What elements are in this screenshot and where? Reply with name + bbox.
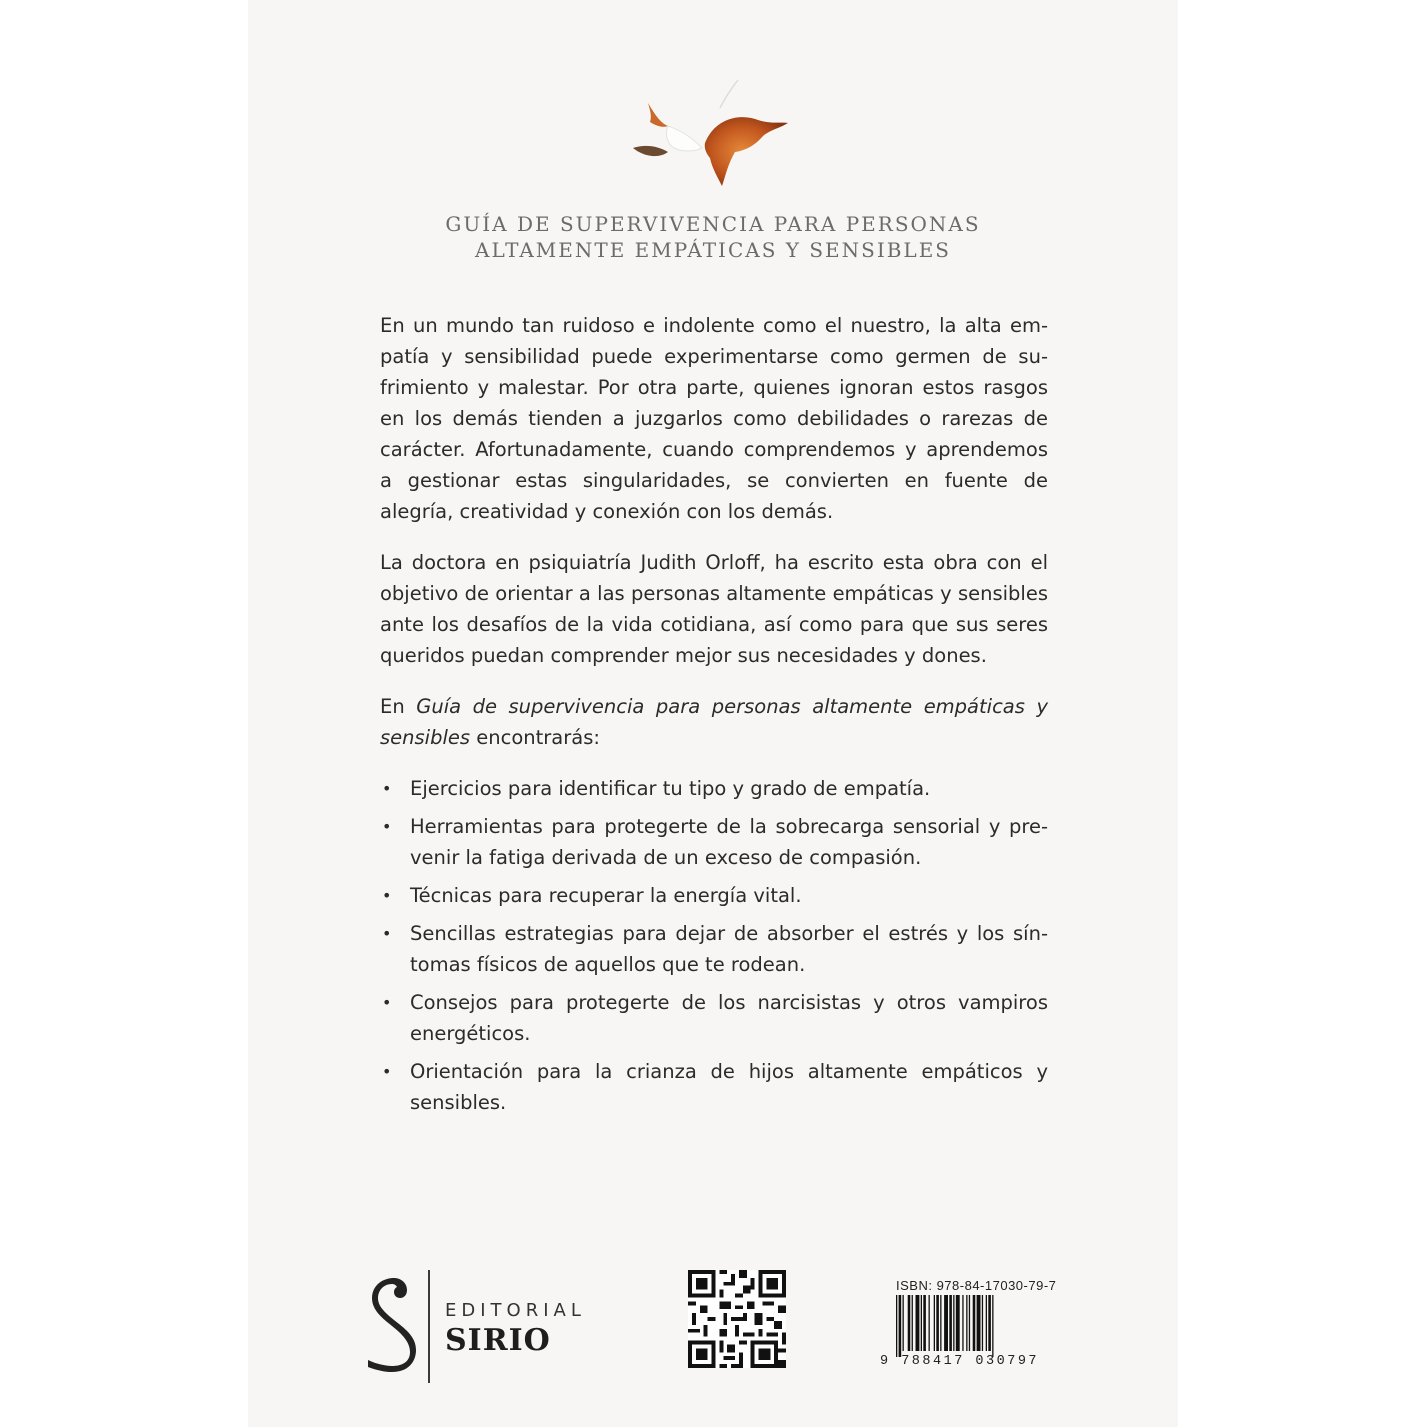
intro-suffix: encontrarás:	[470, 726, 600, 749]
butterfly-icon	[630, 78, 795, 193]
blurb-text	[380, 310, 1048, 1125]
paragraph-1: En un mundo tan ruidoso e indolente como el nuestro, la alta empatía y sensibilidad puede experimentarse como germen de sufrimiento y malestar. Por otra parte, quienes ignoran estos rasgos en los demás tienden a juzgarlos como debilidades o rarezas de carácter. Afortunadamente, cuando comprendemos y aprendemos a gestionar estas singularidades, se convierten en fuente de alegría, creatividad y conexión con los demás.	[380, 314, 1048, 523]
publisher-divider	[428, 1270, 430, 1383]
publisher-name: SIRIO	[445, 1323, 551, 1358]
barcode-icon	[896, 1295, 1051, 1357]
list-item: • Sencillas estrategias para dejar de absorber el estrés y los síntomas físicos de aquellos que te rodean.	[380, 918, 1048, 980]
paragraph-2: La doctora en psiquiatría Judith Orloff, ha escrito esta obra con el objetivo de orientar a las personas altamente empáticas y sensibles ante los desafíos de la vida cotidiana, así como para que sus seres queridos puedan comprender mejor sus necesidades y dones.	[380, 551, 1048, 667]
book-title-italic: Guía de supervivencia para personas altamente empáticas y sensibles	[380, 695, 1048, 749]
intro-paragraph	[380, 691, 1048, 753]
feature-list	[380, 773, 1048, 1118]
isbn-label: ISBN: 978-84-17030-79-7	[896, 1278, 1057, 1293]
subtitle-line-1: GUÍA DE SUPERVIVENCIA PARA PERSONAS	[445, 212, 981, 236]
isbn-digits: 9 788417 030797	[880, 1354, 1040, 1369]
publisher-label: EDITORIAL	[445, 1300, 586, 1321]
intro-prefix: En	[380, 695, 417, 718]
swan-s-logo-icon	[364, 1270, 424, 1385]
subtitle-line-2: ALTAMENTE EMPÁTICAS Y SENSIBLES	[475, 238, 951, 262]
list-item: • Consejos para protegerte de los narcisistas y otros vampiros energéticos.	[380, 987, 1048, 1049]
qr-code-icon	[688, 1270, 786, 1368]
list-item: • Herramientas para protegerte de la sobrecarga sensorial y prevenir la fatiga derivada de un exceso de compasión.	[380, 811, 1048, 873]
list-item: • Orientación para la crianza de hijos altamente empáticos y sensibles.	[380, 1056, 1048, 1118]
list-item: • Técnicas para recuperar la energía vital.	[380, 880, 1048, 911]
list-item: • Ejercicios para identificar tu tipo y grado de empatía.	[380, 773, 1048, 804]
